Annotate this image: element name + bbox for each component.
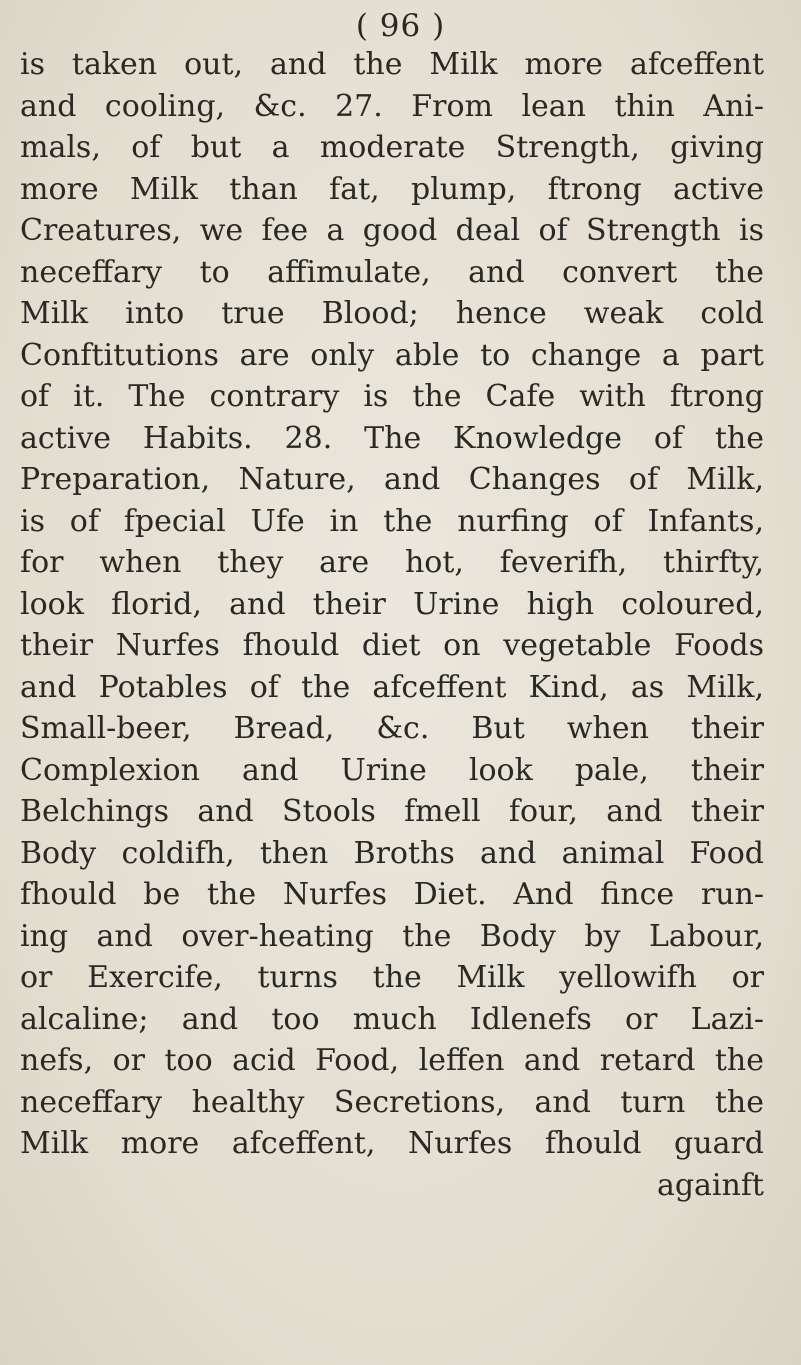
text-line: for when they are hot, feverifh, thirfty, <box>20 545 764 580</box>
text-line: Conftitutions are only able to change a part <box>20 337 764 373</box>
text-line: Belchings and Stools fmell four, and their <box>20 794 764 829</box>
text-line: Milk more afceffent, Nurfes fhould guard <box>20 1126 764 1161</box>
text-line: Milk into true Blood; hence weak cold <box>20 296 764 331</box>
text-line: fhould be the Nurfes Diet. And fince run- <box>20 877 764 912</box>
text-line: and cooling, &c. 27. From lean thin Ani- <box>20 88 764 124</box>
text-line: and Potables of the afceffent Kind, as Milk, <box>20 669 764 705</box>
text-line: neceffary to affimulate, and convert the <box>20 254 764 290</box>
text-line: neceffary healthy Secretions, and turn the <box>20 1084 764 1120</box>
text-line: Creatures, we fee a good deal of Strength is <box>20 213 764 248</box>
text-line: is of fpecial Ufe in the nurfing of Infants, <box>20 503 764 539</box>
text-line: Small-beer, Bread, &c. But when their <box>20 711 764 746</box>
text-line: Preparation, Nature, and Changes of Milk, <box>20 462 764 497</box>
text-line: their Nurfes fhould diet on vegetable Foods <box>20 628 764 663</box>
catchword: againft <box>656 1167 764 1203</box>
text-line: of it. The contrary is the Cafe with ftrong <box>20 379 764 414</box>
text-line: nefs, or too acid Food, leffen and retard the <box>20 1043 764 1078</box>
text-line: active Habits. 28. The Knowledge of the <box>20 420 764 456</box>
text-line: or Exercife, turns the Milk yellowifh or <box>20 960 764 995</box>
text-line: look florid, and their Urine high coloured, <box>20 586 764 622</box>
text-line: Body coldifh, then Broths and animal Food <box>20 835 764 871</box>
text-line: mals, of but a moderate Strength, giving <box>20 130 764 165</box>
text-line: Complexion and Urine look pale, their <box>20 752 764 788</box>
text-line: ing and over-heating the Body by Labour, <box>20 918 764 954</box>
page-number: ( 96 ) <box>355 8 446 44</box>
text-line: is taken out, and the Milk more afceffent <box>20 47 764 82</box>
text-line: alcaline; and too much Idlenefs or Lazi- <box>20 1001 764 1037</box>
body-text <box>20 44 764 1206</box>
text-line: more Milk than fat, plump, ftrong active <box>20 171 764 207</box>
